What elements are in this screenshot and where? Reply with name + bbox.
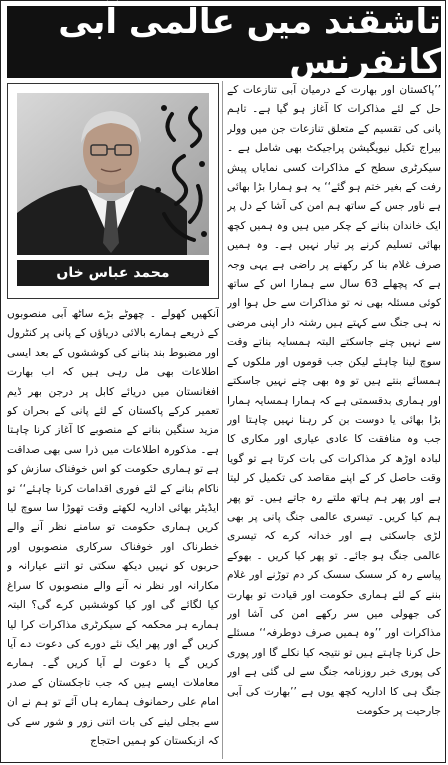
headline: تاشقند میں عالمی آبی کانفرنس <box>7 6 441 78</box>
article-column-left <box>7 305 219 761</box>
column-divider <box>222 81 223 759</box>
article-paragraph: ’’پاکستان اور بھارت کے درمیان آبی تنازعات کے حل کے لئے مذاکرات کا آغاز ہو گیا ہے۔ تاہم پانی کی تقسیم کے متعلق تنازعات جن میں وولر بیراج تکیل نیویگیشن پراجیکٹ بھی شامل ہے ۔ سیکرٹری سطح کے مذاکرات کسی نمایاں پیش رفت کے بغیر ختم ہو گئے‘‘ یہ ہو ہمارا بڑا بھائی ہے ناور جس کے ساتھ ہم امن کی آشا کے دل پر ایک خاندان بنانے کے چکر میں ہیں وہ ہمیں کچھ بھائی تسلیم کرنے پر تیار نہیں ہے۔ وہ ہمیں صرف غلام بنا کر رکھنے پر راضی ہے یہی وجہ ہے کہ پچھلے 63 سال سے ہمارا اس کے ساتھ کوئی مسئلہ بھی نہ تو مذاکرات سے حل ہوا اور نہ ہی جنگ سے کہتے ہیں رشتہ دار اپنی مرضی سے نہیں چنے جاسکتے البتہ ہمسایہ بناتے وقت سوچ لینا چاہئے لیکن جب قوموں اور ملکوں کے ہمسائے بنتے ہیں تو وہ بھی چنے نہیں جاسکتے اور ہماری بدقسمتی ہے کہ ہمارا ہمسایہ ہمارا بڑا بھائی یا دوست بن کر رہنا نہیں چاہتا اور جب وہ منافقت کا عادی عیاری اور مکاری کا لبادہ اوڑھ کر مذاکرات کی بات کرتا ہے تو گویا وقت حاصل کر کے اپنے مقاصد کی تکمیل کر لیتا ہے اور پھر ہم ہاتھ ملتے رہ جاتے ہیں۔ تو پھر ہم کیا کریں۔ تیسری عالمی جنگ پانی پر بھی لڑی جاسکتی ہے اور خدانہ کرے کہ تیسری عالمی جنگ ہو جائے۔ تو پھر کیا کریں ۔ بھوکے پیاسے رہ کر سسک سسک کر دم توڑنے اور غلام بننے کے لئے ہماری حکومت اور قیادت تو بھارت کی جھولی میں سر رکھے امن کی آشا اور مذاکرات اور ’’وہ ہمیں صرف دوطرفہ‘‘ مسئلے حل کرنا چاہتے ہیں تو نتیجہ کیا نکلے گا اور پوری کی پوری خبر روزنامہ جنگ سے لی گئی ہے اور جنگ ہی کا اداریہ کچھ یوں ہے ’’بھارت کی آبی جارحیت پر حکومت <box>227 84 441 717</box>
article-column-right <box>227 81 441 761</box>
article-paragraph: آنکھیں کھولے ۔ چھوٹے بڑے ساٹھ آبی منصوبوں کے ذریعے ہمارے بالائی دریاؤں کے پانی پر کنٹرول اور مضبوط بند بنانے کی کوششوں کے بعد ایسی اطلاعات بھی مل رہی ہیں کہ اب بھارت افغانستان میں دریائے کابل پر درجن بھر ڈیم تعمیر کرکے پاکستان کے لئے پانی کے بحران کو مزید سنگین بنانے کے منصوبے کا آغاز کرنا چاہتا ہے۔ مذکورہ اطلاعات میں ذرا سی بھی صداقت ہے تو ہماری حکومت کو اس خوفناک سازش کو ناکام بنانے کے لئے فوری اقدامات کرنا چاہئے‘‘ تو ایڈیٹر بھائی اداریہ لکھتے وقت تھوڑا سا سوچ لیا کریں ہماری حکومت تو سامنے نظر آنے والے خطرناک اور خوفناک سرکاری منصوبوں اور حربوں کو نہیں دیکھ سکتی تو اتنے عیارانہ و مکارانہ اور نظر نہ آنے والے منصوبوں کا سراغ کیا لگائے گی اور کیا کوششیں کرے گی؟ البتہ ہمارے ہر محکمہ کے سیکرٹری مذاکرات کرا لیا کریں گے اور پھر ایک نئے دورے کی دعوت دے آیا کریں گے یا دعوت لے آیا کریں گے۔ ہمارے معاملات ایسے ہیں کہ جب تاجکستان کے صدر امام علی رحمانوف ہمارے ہاں آئے تو ہم نے ان سے بجلی لینے کی بات اتنی زور و شور سے کی کہ ازبکستان کو ہمیں احتجاج <box>7 308 219 747</box>
column-title-calligraphy-icon <box>144 94 214 254</box>
author-name: محمد عباس خاں <box>17 260 209 286</box>
author-photo-box <box>7 83 219 299</box>
